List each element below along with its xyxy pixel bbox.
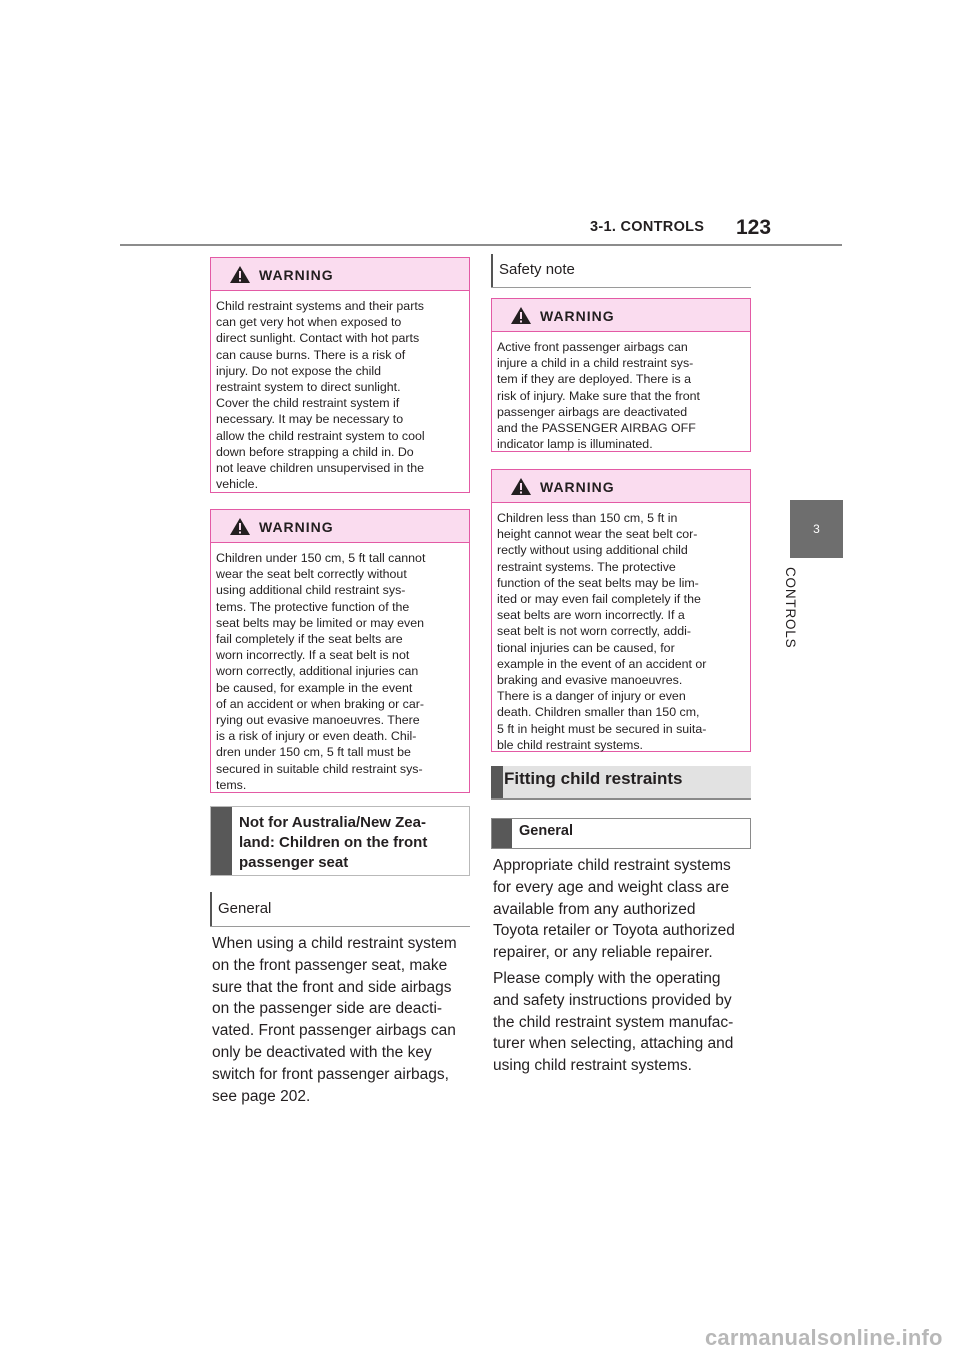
warning-box-children-height (491, 469, 751, 752)
header-rule (120, 244, 842, 246)
page-number: 123 (736, 216, 772, 239)
warning-triangle-icon (510, 306, 532, 325)
heading-bar (211, 807, 232, 875)
subheading-rule (491, 287, 751, 288)
right-paragraph-1: Appropriate child restraint systems for every age and weight class are available from any authorized Toyota retailer or Toyota authorized repairer, or any reliable repairer. (493, 857, 735, 962)
warning-text: Active front passenger airbags can injure a child in a child restraint sys- tem if they are deployed. There is a risk of injury. Make sure that the front passenger airbags are deactivated and the PASSENGER AIRBAG OFF indicator lamp is illuminated. (497, 340, 700, 452)
main-heading-box (491, 766, 751, 800)
warning-text: Children under 150 cm, 5 ft tall cannot wear the seat belt correctly without using additional child restraint sys- tems. The protective function of the seat belts may be limited or may even fail completely if the seat belts are worn incorrectly. If a seat belt is not worn correctly, additional injuries can be caused, for example in the event of an accident or when braking or car- rying out evasive manoeuvres. There is a risk of injury or even death. Chil- dren under 150 cm, 5 ft tall must be secured in suitable child restraint sys- tems. (216, 551, 426, 792)
warning-header (211, 510, 469, 543)
chapter-label: CONTROLS (783, 567, 798, 649)
left-paragraph: When using a child restraint system on the front passenger seat, make sure that the front and side airbags on the passenger side are deacti- vated. Front passenger airbags can only be deactivated with the key switch for front passenger airbags, see page 202. (212, 935, 457, 1105)
warning-triangle-icon (510, 477, 532, 496)
warning-box-hot-parts (210, 257, 470, 493)
warning-triangle-icon (229, 265, 251, 284)
heading-bar (491, 766, 503, 798)
chapter-tab: 3 (790, 500, 843, 558)
subheading-safety-note: Safety note (499, 261, 575, 278)
section-heading: Not for Australia/New Zea- land: Children on the front passenger seat (239, 814, 428, 871)
subheading-bar (210, 892, 212, 926)
subheading-rule (210, 926, 470, 927)
warning-text: Children less than 150 cm, 5 ft in height cannot wear the seat belt cor- rectly without using additional child restraint systems. The protective function of the seat belts may be lim- ited or may even fail completely if the seat belts are worn incorrectly. If a seat belt is not worn correctly, addi- tional injuries can be caused, for example in the event of an accident or braking and evasive manoeuvres. There is a danger of injury or even death. Children smaller than 150 cm, 5 ft in height must be secured in suita- ble child restraint systems. (497, 511, 707, 752)
warning-title: WARNING (540, 479, 615, 495)
warning-header (211, 258, 469, 291)
section-heading-box (210, 806, 470, 876)
warning-box-active-airbags (491, 298, 751, 452)
warning-title: WARNING (259, 519, 334, 535)
warning-title: WARNING (259, 267, 334, 283)
heading-bar (492, 819, 512, 848)
warning-text: Child restraint systems and their parts can get very hot when exposed to direct sunlight. Contact with hot parts can cause burns. There is a risk of injury. Do not expose the child restraint system to direct sunlight. Cover the child restraint system if necessary. It may be necessary to allow the child restraint system to cool down before strapping a child in. Do not leave children unsupervised in the vehicle. (216, 299, 425, 492)
general-heading-box (491, 818, 751, 849)
footer-watermark: carmanualsonline.info (705, 1325, 943, 1350)
warning-triangle-icon (229, 517, 251, 536)
general-heading: General (519, 823, 573, 839)
subheading-bar (491, 254, 493, 288)
warning-title: WARNING (540, 308, 615, 324)
warning-header (492, 299, 750, 332)
section-title: 3-1. CONTROLS (590, 219, 705, 235)
subheading-general: General (218, 900, 272, 917)
warning-header (492, 470, 750, 503)
warning-box-seat-belt (210, 509, 470, 793)
right-paragraph-2: Please comply with the operating and safety instructions provided by the child restraint system manufac- turer when selecting, attaching and using child restraint systems. (493, 970, 734, 1075)
main-heading: Fitting child restraints (504, 769, 683, 788)
